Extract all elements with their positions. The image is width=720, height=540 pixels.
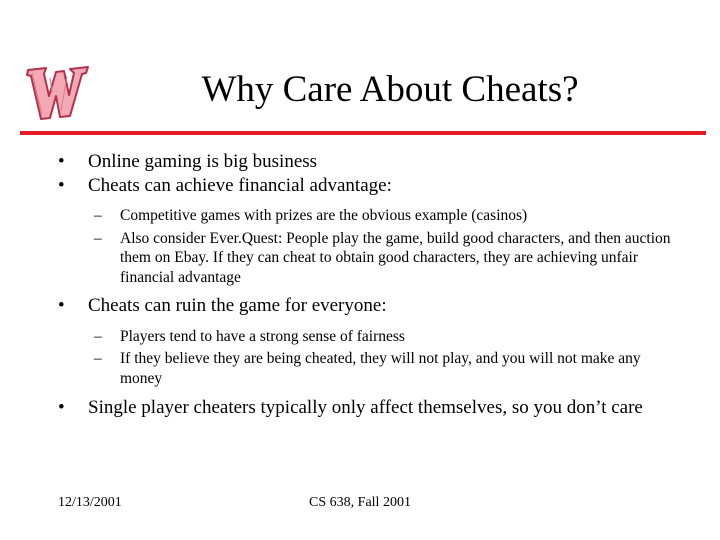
sub-bullet-text: If they believe they are being cheated, they will not play, and you will not make any money: [120, 350, 641, 387]
sub-bullet-text: Also consider Ever.Quest: People play the game, build good characters, and then auction them on Ebay. If they can cheat to obtain good characters, they are achieving unfair financial advantage: [120, 229, 671, 286]
motion-w-logo-icon: [22, 56, 92, 126]
footer-course: CS 638, Fall 2001: [309, 495, 411, 510]
footer-date: 12/13/2001: [58, 495, 122, 510]
bullet-mark: •: [58, 397, 65, 418]
bullet-item: [58, 396, 678, 420]
bullet-item: [58, 174, 678, 198]
sub-bullet-text: Players tend to have a strong sense of fairness: [120, 327, 405, 345]
bullet-text: Cheats can achieve financial advantage:: [88, 174, 392, 196]
sub-bullet-mark: –: [94, 327, 102, 345]
sub-bullet-item: [58, 206, 678, 226]
bullet-mark: •: [58, 295, 65, 316]
sub-bullet-item: [58, 349, 678, 388]
bullet-mark: •: [58, 174, 65, 196]
sub-bullet-mark: –: [94, 350, 102, 367]
sub-bullet-item: [58, 327, 678, 347]
sub-bullet-mark: –: [94, 229, 102, 247]
bullet-text: Cheats can ruin the game for everyone:: [88, 295, 387, 316]
sub-bullet-text: Competitive games with prizes are the obvious example (casinos): [120, 207, 528, 224]
sub-bullet-mark: –: [94, 207, 102, 224]
bullet-item: [58, 294, 678, 318]
slide-title: Why Care About Cheats?: [201, 69, 579, 110]
title-rule: [20, 131, 706, 135]
bullet-item: [58, 150, 678, 174]
sub-bullet-item: [58, 229, 678, 288]
bullet-text: Online gaming is big business: [88, 151, 318, 172]
bullet-list: [58, 150, 678, 420]
bullet-mark: •: [58, 151, 65, 172]
bullet-text: Single player cheaters typically only affect themselves, so you don’t care: [88, 397, 643, 418]
